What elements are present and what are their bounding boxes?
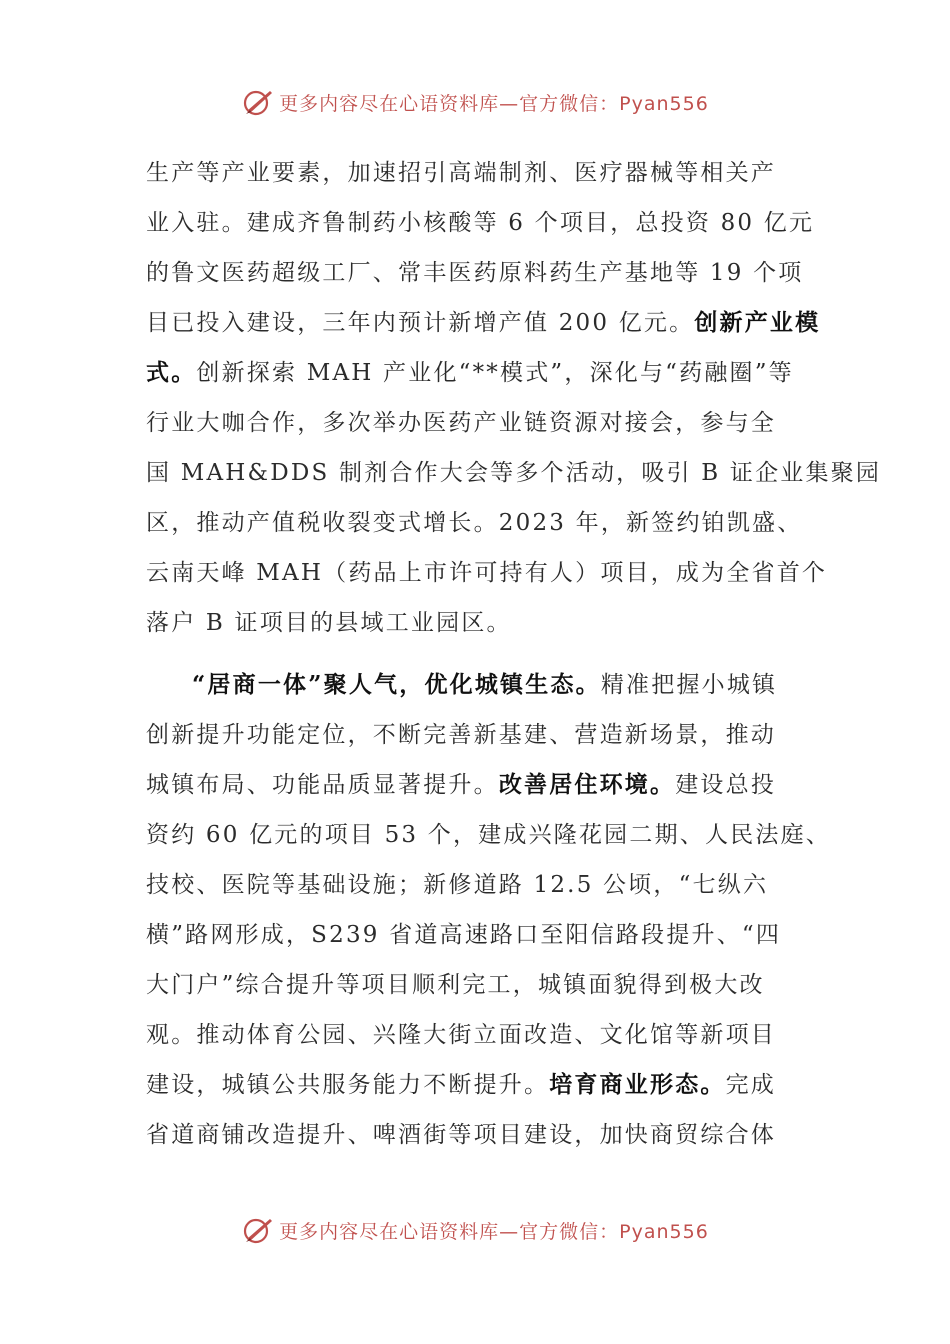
pen-logo-icon [241,1215,275,1245]
text-line: 省道商铺改造提升、啤酒街等项目建设，加快商贸综合体 [146,1122,776,1148]
footer-banner [0,1210,950,1250]
text-line: 云南天峰 MAH（药品上市许可持有人）项目，成为全省首个 [146,560,828,586]
bold-heading: 培育商业形态。 [549,1071,726,1098]
text-line: 大门户”综合提升等项目顺利完工，城镇面貌得到极大改 [146,972,765,998]
bold-heading: 改善居住环境。 [498,771,676,798]
text-run: 目已投入建设，三年内预计新增产值 200 亿元。 [146,310,695,336]
text-line: 横”路网形成，S239 省道高速路口至阳信路段提升、“四 [146,922,782,948]
text-run: 完成 [725,1072,777,1098]
text-run: 城镇布局、功能品质显著提升。 [146,772,499,798]
text-run: 创新探索 MAH 产业化“**模式”，深化与“药融圈”等 [196,360,794,386]
paragraph-1 [146,148,882,648]
text-line: 观。推动体育公园、兴隆大街立面改造、文化馆等新项目 [146,1022,776,1048]
text-run: 建设，城镇公共服务能力不断提升。 [146,1072,550,1098]
pen-logo-icon [241,87,275,117]
header-banner-text: 更多内容尽在心语资料库—官方微信：Pyan556 [279,92,709,115]
text-line: 业入驻。建成齐鲁制药小核酸等 6 个项目，总投资 80 亿元 [146,210,815,236]
bold-heading: “居商一体”聚人气，优化城镇生态。 [192,671,601,698]
text-line: 区，推动产值税收裂变式增长。2023 年，新签约铂凯盛、 [146,510,803,536]
text-line: 技校、医院等基础设施；新修道路 12.5 公顷，“七纵六 [146,872,769,898]
header-banner [0,82,950,122]
text-line: 落户 B 证项目的县域工业园区。 [146,610,512,636]
text-line: 资约 60 亿元的项目 53 个，建成兴隆花园二期、人民法庭、 [146,822,831,848]
text-line: 创新提升功能定位，不断完善新基建、营造新场景，推动 [146,722,776,748]
text-line [146,660,806,710]
text-line: 行业大咖合作，多次举办医药产业链资源对接会，参与全 [146,410,776,436]
bold-heading: 式。 [146,359,197,386]
document-body [146,148,882,1160]
text-run: 精准把握小城镇 [600,672,778,698]
footer-banner-text: 更多内容尽在心语资料库—官方微信：Pyan556 [279,1220,709,1243]
paragraph-2 [146,660,831,1160]
text-line [146,298,821,348]
text-line [146,348,806,398]
text-run: 建设总投 [675,772,777,798]
text-line [146,760,806,810]
bold-heading: 创新产业模 [694,309,821,336]
text-line [146,1060,806,1110]
text-line: 国 MAH&DDS 制剂合作大会等多个活动，吸引 B 证企业集聚园 [146,460,882,486]
text-line: 生产等产业要素，加速招引高端制剂、医疗器械等相关产 [146,160,776,186]
text-line: 的鲁文医药超级工厂、常丰医药原料药生产基地等 19 个项 [146,260,804,286]
